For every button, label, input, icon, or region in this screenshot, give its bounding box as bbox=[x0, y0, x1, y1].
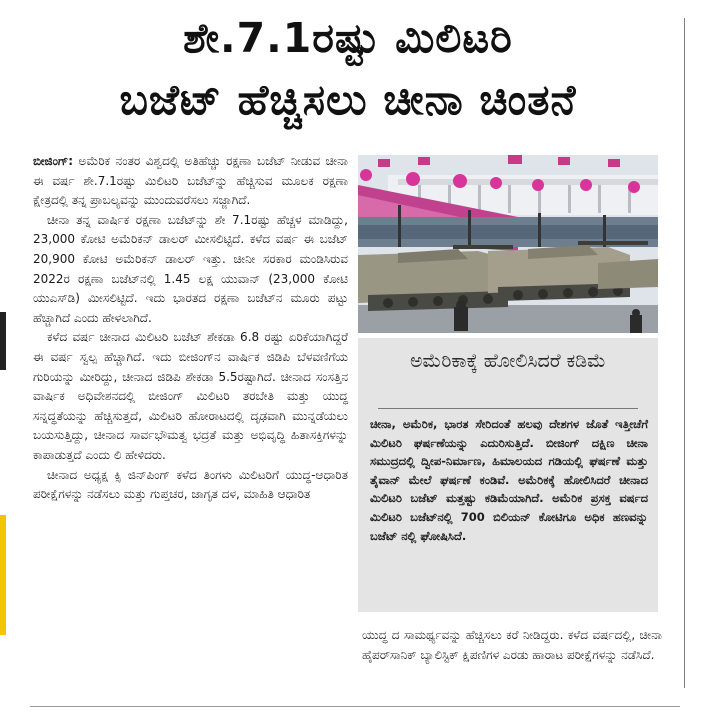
article-paragraph-2: ಚೀನಾ ತನ್ನ ವಾರ್ಷಿಕ ರಕ್ಷಣಾ ಬಜೆಟ್‌ನ್ನು ಶೇ 7.1ರಷ್ಟು ಹೆಚ್ಚಳ ಮಾಡಿದ್ದು, 23,000 ಕೋಟಿ ಅಮೆರಿಕನ್ ಡಾಲರ್ ಮೀಸಲಿಟ್ಟಿದೆ. ಕಳೆದ ವರ್ಷ ಈ ಬಜೆಟ್ 20,900 ಕೋಟಿ ಅಮೆರಿಕನ್ ಡಾಲರ್ ಇತ್ತು. ಚೀನೀ ಸರಕಾರ ಮಂಡಿಸಿರುವ 2022ರ ರಕ್ಷಣಾ ಬಜೆಟ್‌ನಲ್ಲಿ 1.45 ಲಕ್ಷ ಯುವಾನ್ (23,000 ಕೋಟಿ ಯುಎಸ್‌ಡಿ) ಮೀಸಲಿಟ್ಟಿದೆ. ಇದು ಭಾರತದ ರಕ್ಷಣಾ ಬಜೆಟ್‌ನ ಮೂರು ಪಟ್ಟು ಹೆಚ್ಚಾಗಿದೆ ಎಂದು ಹೇಳಲಾಗಿದೆ. bbox=[33, 212, 348, 325]
sidebar-box bbox=[358, 338, 658, 612]
headline-line-2: ಬಜೆಟ್ ಹೆಚ್ಚಿಸಲು ಚೀನಾ ಚಿಂತನೆ bbox=[119, 75, 577, 124]
headline bbox=[18, 8, 678, 132]
adjacent-column-margin bbox=[684, 0, 703, 713]
sidebar-text: ಚೀನಾ, ಅಮೆರಿಕ, ಭಾರತ ಸೇರಿದಂತೆ ಹಲವು ದೇಶಗಳ ಜೊತೆ ಇತ್ತೀಚೆಗೆ ಮಿಲಿಟರಿ ಘರ್ಷಣೆಯನ್ನು ಎದುರಿಸುತ್ತಿದೆ. ಬೀಜಿಂಗ್ ದಕ್ಷಿಣ ಚೀನಾ ಸಮುದ್ರದಲ್ಲಿ ದ್ವೀಪ-ನಿರ್ಮಾಣ, ಹಿಮಾಲಯದ ಗಡಿಯಲ್ಲಿ ಘರ್ಷಣೆ ಮತ್ತು ತೈವಾನ್ ಮೇಲೆ ಘರ್ಷಣೆ ಕಂಡಿವೆ. ಅಮೆರಿಕಕ್ಕೆ ಹೋಲಿಸಿದರೆ ಚೀನಾದ ಮಿಲಿಟರಿ ಬಜೆಟ್ ಮತ್ತಷ್ಟು ಕಡಿಮೆಯಾಗಿದೆ. ಅಮೆರಿಕ ಪ್ರಸಕ್ತ ವರ್ಷದ ಮಿಲಿಟರಿ ಬಜೆಟ್‌ನಲ್ಲಿ 700 ಬಿಲಿಯನ್ ಕೋಟಿಗೂ ಅಧಿಕ ಹಣವನ್ನು ಬಜೆಟ್ ನಲ್ಲಿ ಘೋಷಿಸಿದೆ. bbox=[370, 417, 648, 543]
bottom-divider bbox=[30, 706, 680, 707]
article-body bbox=[33, 152, 348, 505]
headline-line-1: ಶೇ.7.1ರಷ್ಟು ಮಿಲಿಟರಿ bbox=[183, 14, 513, 62]
dateline: ಬೀಜಿಂಗ್: bbox=[33, 154, 74, 168]
adjacent-page-edge-yellow bbox=[0, 515, 6, 635]
article-paragraph-4: ಚೀನಾದ ಅಧ್ಯಕ್ಷ ಕ್ಸಿ ಜಿನ್‌ಪಿಂಗ್ ಕಳೆದ ತಿಂಗಳು ಮಿಲಿಟರಿಗೆ ಯುದ್ಧ-ಆಧಾರಿತ ಪರೀಕ್ಷೆಗಳನ್ನು ನಡೆಸಲು ಮತ್ತು ಗುಪ್ತಚರ, ಜಾಗೃತ ದಳ, ಮಾಹಿತಿ ಆಧಾರಿತ bbox=[33, 467, 348, 502]
article-continuation: ಯುದ್ಧ ದ ಸಾಮರ್ಥ್ಯವನ್ನು ಹೆಚ್ಚಿಸಲು ಕರೆ ನೀಡಿದ್ದರು. ಕಳೆದ ವರ್ಷದಲ್ಲಿ, ಚೀನಾ ಹೈಪರ್‌ಸಾನಿಕ್ ಬ್ಯಾಲಿಸ್ಟಿಕ್ ಕ್ಷಿಪಣಿಗಳ ಎರಡು ಹಾರಾಟ ಪರೀಕ್ಷೆಗಳನ್ನು ನಡೆಸಿದೆ. bbox=[362, 628, 662, 662]
sidebar-title: ಅಮೆರಿಕಾಕ್ಕೆ ಹೋಲಿಸಿದರೆ ಕಡಿಮೆ bbox=[410, 350, 606, 372]
article-paragraph-1-text: ಅಮೆರಿಕ ನಂತರ ವಿಶ್ವದಲ್ಲಿ ಅತಿಹೆಚ್ಚು ರಕ್ಷಣಾ ಬಜೆಟ್ ನೀಡುವ ಚೀನಾ ಈ ವರ್ಷ ಶೇ.7.1ರಷ್ಟು ಮಿಲಿಟರಿ ಬಜೆಟ್‌ನ್ನು ಹೆಚ್ಚಿಸುವ ಮೂಲಕ ರಕ್ಷಣಾ ಕ್ಷೇತ್ರದಲ್ಲಿ ತನ್ನ ಪ್ರಾಬಲ್ಯವನ್ನು ಮುಂದುವರೆಸಲು ಸಜ್ಜಾಗಿದೆ. bbox=[33, 154, 348, 208]
sidebar-divider bbox=[378, 408, 638, 409]
article-paragraph-1 bbox=[33, 152, 348, 211]
adjacent-page-edge-dark bbox=[0, 312, 6, 370]
column-divider bbox=[684, 18, 685, 688]
military-parade-photo bbox=[358, 155, 658, 333]
article-paragraph-3: ಕಳೆದ ವರ್ಷ ಚೀನಾದ ಮಿಲಿಟರಿ ಬಜೆಟ್ ಶೇಕಡಾ 6.8 ರಷ್ಟು ಏರಿಕೆಯಾಗಿದ್ದರೆ ಈ ವರ್ಷ ಸ್ವಲ್ಪ ಹೆಚ್ಚಾಗಿದೆ. ಇದು ಬೀಜಿಂಗ್‌ನ ವಾರ್ಷಿಕ ಜಿಡಿಪಿ ಬೆಳವಣಿಗೆಯ ಗುರಿಯನ್ನು ಮೀರಿದ್ದು, ಚೀನಾದ ಜಿಡಿಪಿ ಶೇಕಡಾ 5.5ರಷ್ಟಾಗಿದೆ. ಚೀನಾದ ಸಂಸತ್ತಿನ ವಾರ್ಷಿಕ ಅಧಿವೇಶನದಲ್ಲಿ ಬೀಜಿಂಗ್ ಮಿಲಿಟರಿ ತರಬೇತಿ ಮತ್ತು ಯುದ್ಧ ಸನ್ನದ್ಧತೆಯನ್ನು ಹೆಚ್ಚಿಸುತ್ತದೆ, ಮಿಲಿಟರಿ ಹೋರಾಟದಲ್ಲಿ ದೃಢವಾಗಿ ಮುನ್ನಡೆಯಲು ಬಯಸುತ್ತಿದ್ದು, ಚೀನಾದ ಸಾರ್ವಭೌಮತ್ವ ಭದ್ರತೆ ಮತ್ತು ಅಭಿವೃದ್ಧಿ ಹಿತಾಸಕ್ತಿಗಳನ್ನು ಕಾಪಾಡುತ್ತದೆ ಎಂದು ಲಿ ಹೇಳಿದರು. bbox=[33, 330, 348, 462]
